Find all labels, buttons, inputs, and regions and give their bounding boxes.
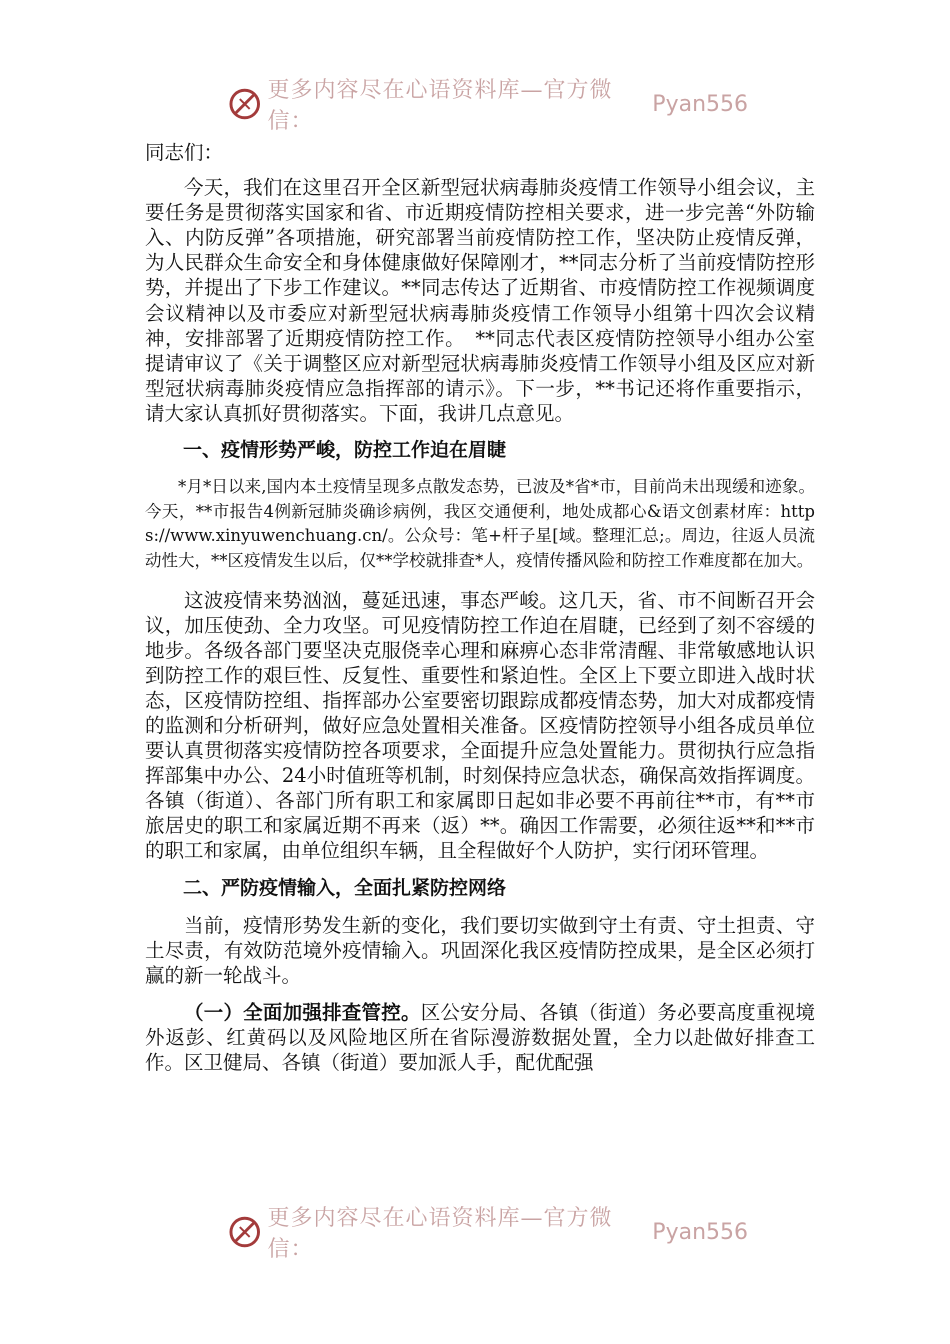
paragraph-5-lead: （一）全面加强排查管控。 bbox=[184, 1000, 421, 1024]
banner-wechat-id: Pyan556 bbox=[652, 1219, 748, 1245]
paragraph-5 bbox=[145, 1000, 815, 1075]
paragraph-5-text: 区公安分局、各镇（街道）务必要高度重视境外返彭、红黄码以及风险地区所在省际漫游数据处置，全力以赴做好排查工作。区卫健局、各镇（街道）要加派人手，配优配强 bbox=[145, 1000, 815, 1075]
paragraph-4: 当前，疫情形势发生新的变化，我们要切实做到守土有责、守土担责、守土尽责，有效防范境外疫情输入。巩固深化我区疫情防控成果，是全区必须打赢的新一轮战斗。 bbox=[145, 913, 815, 987]
section-heading-2: 二、严防疫情输入，全面扎紧防控网络 bbox=[183, 876, 507, 899]
banner-wechat-id: Pyan556 bbox=[652, 91, 748, 117]
document-body bbox=[145, 140, 815, 1075]
salutation: 同志们： bbox=[145, 141, 224, 164]
brush-logo-icon bbox=[228, 1215, 261, 1249]
brush-logo-icon bbox=[228, 87, 261, 121]
paragraph-1: 今天，我们在这里召开全区新型冠状病毒肺炎疫情工作领导小组会议，主要任务是贯彻落实国家和省、市近期疫情防控相关要求，进一步完善“外防输入、内防反弹”各项措施，研究部署当前疫情防控工作，坚决防止疫情反弹，为人民群众生命安全和身体健康做好保障刚才，**同志分析了当前疫情防控形势，并提出了下步工作建议。**同志传达了近期省、市疫情防控工作视频调度会议精神以及市委应对新型冠状病毒肺炎疫情工作领导小组第十四次会议精神，安排部署了近期疫情防控工作。 **同志代表区疫情防控领导小组办公室提请审议了《关于调整区应对新型冠状病毒肺炎疫情工作领导小组及区应对新型冠状病毒肺炎疫情应急指挥部的请示》。下一步，**书记还将作重要指示，请大家认真抓好贯彻落实。下面，我讲几点意见。 bbox=[145, 176, 815, 425]
paragraph-2: *月*日以来,国内本土疫情呈现多点散发态势，已波及*省*市，目前尚未出现缓和迹象。今天，**市报告4例新冠肺炎确诊病例，我区交通便利，地处成都心&语文创素材库：https://www.xinyuwenchuang.cn/。公众号：笔+杆子星[域。整理汇总;。周边，往返人员流动性大，**区疫情发生以后，仅**学校就排查*人，疫情传播风险和防控工作难度都在加大。 bbox=[145, 477, 815, 570]
banner-text: 更多内容尽在心语资料库—官方微信： bbox=[267, 78, 613, 134]
paragraph-3: 这波疫情来势汹汹，蔓延迅速，事态严峻。这几天，省、市不间断召开会议，加压使劲、全力攻坚。可见疫情防控工作迫在眉睫，已经到了刻不容缓的地步。各级各部门要坚决克服侥幸心理和麻痹心态非常清醒、非常敏感地认识到防控工作的艰巨性、反复性、重要性和紧迫性。全区上下要立即进入战时状态，区疫情防控组、指挥部办公室要密切跟踪成都疫情态势，加大对成都疫情的监测和分析研判，做好应急处置相关准备。区疫情防控领导小组各成员单位要认真贯彻落实疫情防控各项要求，全面提升应急处置能力。贯彻执行应急指挥部集中办公、24小时值班等机制，时刻保持应急状态，确保高效指挥调度。各镇（街道）、各部门所有职工和家属即日起如非必要不再前往**市，有**市旅居史的职工和家属近期不再来（返）**。确因工作需要，必须往返**和**市的职工和家属，由单位组织车辆，且全程做好个人防护，实行闭环管理。 bbox=[145, 588, 815, 863]
watermark-banner-top bbox=[228, 78, 748, 134]
section-heading-1: 一、疫情形势严峻，防控工作迫在眉睫 bbox=[183, 439, 507, 462]
watermark-banner-bottom bbox=[228, 1206, 748, 1262]
banner-text: 更多内容尽在心语资料库—官方微信： bbox=[267, 1206, 613, 1262]
